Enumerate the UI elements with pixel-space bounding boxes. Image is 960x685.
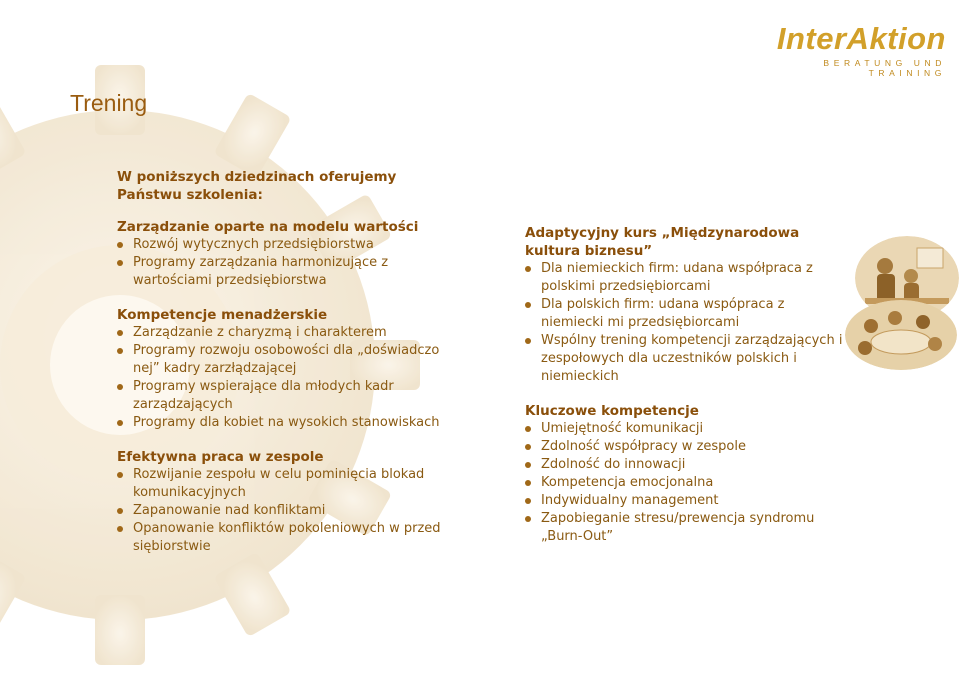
bullet-icon bbox=[525, 444, 531, 450]
bullet-icon bbox=[117, 330, 123, 336]
list-item: Wspólny trening kompetencji zarządzających i zespołowych dla uczestników polskich i niemieckich bbox=[525, 332, 845, 386]
section-value-management bbox=[117, 218, 447, 290]
list-item: Programy zarządzania harmonizujące z wartościami przedsiębiorstwa bbox=[117, 254, 447, 290]
section-team-work bbox=[117, 448, 447, 556]
bullet-icon bbox=[525, 426, 531, 432]
section-heading: Zarządzanie oparte na modelu wartości bbox=[117, 219, 419, 235]
bullet-icon bbox=[525, 338, 531, 344]
section-key-competences bbox=[525, 402, 845, 546]
bullet-icon bbox=[117, 472, 123, 478]
list-item: Programy wspierające dla młodych kadr zarządzających bbox=[117, 378, 447, 414]
right-column bbox=[525, 224, 845, 562]
logo-name: InterAktion bbox=[776, 21, 946, 56]
section-heading: Kluczowe kompetencje bbox=[525, 403, 699, 419]
bullet-icon bbox=[117, 384, 123, 390]
list-item: Rozwijanie zespołu w celu pominięcia blokad komunikacyjnych bbox=[117, 466, 447, 502]
section-heading: Kompetencje menadżerskie bbox=[117, 307, 328, 323]
list-item: Zdolność do innowacji bbox=[525, 456, 845, 474]
bullet-icon bbox=[117, 508, 123, 514]
bullet-icon bbox=[525, 266, 531, 272]
section-heading: Adaptycyjny kurs „Międzynarodowa kultura biznesu” bbox=[525, 225, 800, 259]
list-item: Opanowanie konfliktów pokoleniowych w przed siębiorstwie bbox=[117, 520, 447, 556]
section-management-competence bbox=[117, 306, 447, 432]
bullet-icon bbox=[525, 480, 531, 486]
list-item: Programy dla kobiet na wysokich stanowiskach bbox=[117, 414, 447, 432]
list-item: Zapobieganie stresu/prewencja syndromu „Burn-Out” bbox=[525, 510, 845, 546]
logo-subtitle: BERATUNG UND TRAINING bbox=[823, 58, 946, 78]
list-item: Zarządzanie z charyzmą i charakterem bbox=[117, 324, 447, 342]
list-item: Umiejętność komunikacji bbox=[525, 420, 845, 438]
bullet-icon bbox=[117, 242, 123, 248]
intro-text: W poniższych dziedzinach oferujemy Państwu szkolenia: bbox=[117, 169, 397, 203]
list-item: Rozwój wytycznych przedsiębiorstwa bbox=[117, 236, 447, 254]
bullet-icon bbox=[117, 260, 123, 266]
list-item: Zdolność współpracy w zespole bbox=[525, 438, 845, 456]
list-item: Zapanowanie nad konfliktami bbox=[117, 502, 447, 520]
team-photo bbox=[845, 300, 957, 370]
bullet-icon bbox=[117, 348, 123, 354]
page-title: Trening bbox=[70, 90, 148, 116]
left-column bbox=[117, 168, 447, 572]
bullet-icon bbox=[117, 420, 123, 426]
list-item: Indywidualny management bbox=[525, 492, 845, 510]
list-item: Dla niemieckich firm: udana współpraca z polskimi przedsiębiorcami bbox=[525, 260, 845, 296]
section-business-culture bbox=[525, 224, 845, 386]
list-item: Programy rozwoju osobowości dla „doświadczo nej” kadry zarzłądzającej bbox=[117, 342, 447, 378]
bullet-icon bbox=[525, 498, 531, 504]
bullet-icon bbox=[525, 516, 531, 522]
bullet-icon bbox=[525, 302, 531, 308]
section-heading: Efektywna praca w zespole bbox=[117, 449, 324, 465]
list-item: Kompetencja emocjonalna bbox=[525, 474, 845, 492]
bullet-icon bbox=[117, 526, 123, 532]
bullet-icon bbox=[525, 462, 531, 468]
list-item: Dla polskich firm: udana wspópraca z niemiecki mi przedsiębiorcami bbox=[525, 296, 845, 332]
logo bbox=[766, 22, 946, 78]
